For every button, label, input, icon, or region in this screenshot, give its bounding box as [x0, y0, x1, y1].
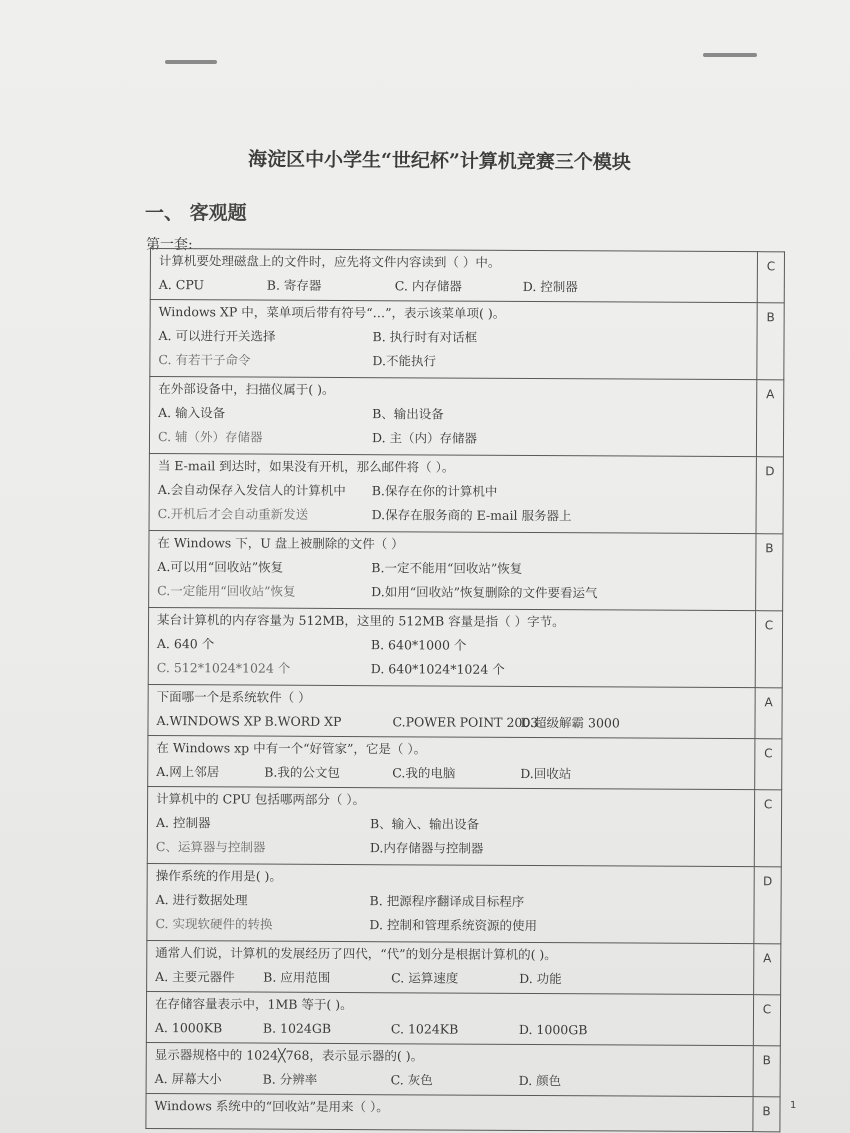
- question-options-line: [149, 555, 755, 582]
- question-stem: 显示器规格中的 1024╳768，表示显示器的( )。: [154, 1047, 424, 1064]
- question-row: [148, 735, 782, 789]
- question-stem: 某台计算机的内存容量为 512MB，这里的 512MB 容量是指（ ）字节。: [157, 612, 565, 630]
- answer-cell: A: [756, 380, 783, 457]
- question-row: [149, 530, 783, 610]
- question-options-line: [147, 912, 753, 939]
- answer-cell: C: [753, 995, 780, 1046]
- question-options-line: [151, 273, 757, 300]
- answer-cell: C: [757, 252, 784, 303]
- question-cell: [148, 735, 755, 789]
- option-text: B.WORD XP: [264, 713, 342, 730]
- answer-cell: D: [754, 867, 781, 944]
- answer-cell: B: [753, 1097, 780, 1132]
- question-row: [149, 453, 783, 533]
- question-cell: [147, 863, 754, 943]
- question-cell: [150, 249, 757, 303]
- question-stem: Windows XP 中，菜单项后带有符号“…”，表示该菜单项( )。: [158, 304, 506, 321]
- question-row: [150, 300, 784, 380]
- question-options-line: [149, 656, 755, 683]
- question-options-line: [150, 401, 756, 428]
- option-text: C. 实现软硬件的转换: [155, 916, 273, 932]
- question-row: [146, 1042, 780, 1096]
- option-text: A.可以用“回收站”恢复: [157, 559, 284, 575]
- option-text: A.会自动保存入发信人的计算机中: [157, 482, 346, 499]
- question-options-line: [148, 835, 754, 862]
- question-row: [147, 863, 781, 943]
- question-stem: 计算机中的 CPU 包括哪两部分（ ）。: [156, 791, 366, 808]
- option-text: B. 分辨率: [262, 1071, 318, 1087]
- option-text: B. 寄存器: [266, 277, 322, 293]
- question-cell: [150, 300, 757, 380]
- question-cell: [149, 453, 756, 533]
- option-text: B.一定不能用“回收站”恢复: [371, 560, 523, 576]
- option-text: D.如用“回收站”恢复删除的文件要看运气: [371, 584, 598, 601]
- option-text: B. 应用范围: [263, 969, 331, 985]
- option-text: B、输入、输出设备: [369, 816, 480, 832]
- question-options-line: [148, 709, 754, 736]
- answer-cell: B: [757, 303, 784, 380]
- question-table: [145, 248, 785, 1132]
- staple-left: [165, 60, 217, 64]
- question-row: [148, 607, 782, 687]
- option-text: C. 辅（外）存储器: [157, 429, 263, 445]
- option-text: D.保存在服务商的 E-mail 服务器上: [371, 507, 572, 524]
- option-text: D.回收站: [520, 765, 572, 782]
- question-row: [146, 991, 780, 1045]
- option-text: D.内存储器与控制器: [369, 840, 484, 856]
- option-text: B. 1024GB: [262, 1020, 332, 1036]
- option-text: A. 主要元器件: [155, 969, 235, 985]
- option-text: A. 屏幕大小: [154, 1071, 222, 1087]
- option-text: D. 640*1024*1024 个: [370, 661, 505, 677]
- question-cell: [149, 530, 756, 610]
- answer-cell: B: [756, 534, 783, 611]
- option-text: B. 执行时有对话框: [372, 329, 478, 345]
- option-text: B、输出设备: [372, 406, 444, 422]
- question-row: [148, 684, 782, 738]
- question-options-line: [150, 478, 756, 505]
- answer-cell: C: [755, 739, 782, 790]
- option-text: B. 把源程序翻译成目标程序: [369, 893, 525, 909]
- option-text: C.POWER POINT 2003: [392, 714, 539, 731]
- question-options-line: [150, 425, 756, 452]
- question-row: [150, 249, 784, 303]
- question-options-line: [147, 965, 753, 992]
- question-stem: 在 Windows xp 中有一个“好管家”，它是（ ）。: [156, 740, 427, 757]
- option-text: A. 1000KB: [154, 1020, 223, 1036]
- question-row: [147, 940, 781, 994]
- staple-right: [703, 53, 757, 57]
- question-options-line: [148, 760, 754, 787]
- question-stem: 当 E-mail 到达时，如果没有开机，那么邮件将（ ）。: [157, 458, 455, 475]
- answer-cell: A: [754, 944, 781, 995]
- document-title: 海淀区中小学生“世纪杯”计算机竞赛三个模块: [247, 148, 631, 174]
- option-text: C、运算器与控制器: [155, 839, 266, 855]
- question-row: [147, 786, 781, 866]
- question-options-line: [148, 888, 754, 915]
- question-cell: [147, 940, 754, 994]
- option-text: C.一定能用“回收站”恢复: [157, 583, 296, 599]
- answer-cell: C: [755, 611, 782, 688]
- section-heading: 一、 客观题: [145, 202, 247, 224]
- option-text: C. 灰色: [390, 1072, 433, 1088]
- question-options-line: [149, 632, 755, 659]
- option-text: C.我的电脑: [392, 765, 456, 781]
- option-text: A.WINDOWS XP: [156, 713, 262, 729]
- question-options-line: [150, 502, 756, 529]
- option-text: C. 内存储器: [394, 278, 462, 294]
- answer-cell: A: [755, 688, 782, 739]
- option-text: A.网上邻居: [156, 764, 220, 780]
- set-label: 第一套:: [146, 237, 193, 253]
- question-stem: 操作系统的作用是( )。: [155, 868, 282, 884]
- question-cell: [146, 1042, 753, 1096]
- question-cell: [149, 377, 756, 457]
- option-text: A. 控制器: [155, 815, 211, 831]
- option-text: A. 可以进行开关选择: [158, 328, 276, 344]
- option-text: D. 主（内）存储器: [371, 430, 478, 446]
- option-text: D.超级解霸 3000: [520, 714, 620, 731]
- option-text: A. 输入设备: [158, 405, 226, 421]
- question-cell: [147, 786, 754, 866]
- option-text: D. 控制和管理系统资源的使用: [369, 917, 538, 934]
- question-stem: Windows 系统中的“回收站”是用来（ ）。: [154, 1098, 389, 1115]
- question-stem: 计算机要处理磁盘上的文件时，应先将文件内容读到（ ）中。: [158, 253, 501, 270]
- option-text: A. CPU: [158, 277, 205, 293]
- question-row: [146, 1093, 780, 1131]
- question-options-line: [150, 348, 756, 375]
- answer-cell: D: [756, 457, 783, 534]
- question-options-line: [148, 811, 754, 838]
- question-stem: 在 Windows 下，U 盘上被删除的文件（ ）: [157, 535, 404, 552]
- option-text: D. 1000GB: [518, 1021, 588, 1038]
- answer-cell: B: [753, 1046, 780, 1097]
- option-text: C. 有若干子命令: [158, 352, 251, 368]
- question-options-line: [149, 579, 755, 606]
- question-options-line: [150, 324, 756, 351]
- question-stem: 在外部设备中，扫描仪属于( )。: [158, 381, 335, 397]
- question-stem: 下面哪一个是系统软件（ ）: [156, 689, 311, 705]
- question-row: [149, 377, 783, 457]
- option-text: C.开机后才会自动重新发送: [157, 506, 309, 522]
- option-text: B.保存在你的计算机中: [371, 483, 498, 499]
- question-cell: [148, 607, 755, 687]
- question-stem: 在存储容量表示中，1MB 等于( )。: [155, 996, 353, 1013]
- question-stem: 通常人们说，计算机的发展经历了四代，“代”的划分是根据计算机的( )。: [155, 945, 557, 963]
- question-cell: [146, 991, 753, 1045]
- question-cell: [146, 1093, 753, 1131]
- option-text: C. 1024KB: [390, 1021, 459, 1037]
- answer-cell: C: [754, 790, 781, 867]
- option-text: D. 功能: [519, 970, 562, 987]
- option-text: D. 颜色: [518, 1072, 562, 1089]
- question-cell: [148, 684, 755, 738]
- option-text: D.不能执行: [372, 353, 437, 369]
- option-text: A. 进行数据处理: [155, 892, 248, 908]
- option-text: C. 运算速度: [391, 970, 459, 986]
- option-text: B. 640*1000 个: [370, 637, 467, 653]
- option-text: D. 控制器: [522, 278, 578, 295]
- option-text: A. 640 个: [156, 636, 215, 652]
- option-text: B.我的公文包: [264, 764, 340, 781]
- question-options-line: [147, 1016, 753, 1043]
- option-text: C. 512*1024*1024 个: [156, 660, 291, 676]
- page-number: 1: [790, 1100, 797, 1111]
- question-options-line: [147, 1067, 753, 1094]
